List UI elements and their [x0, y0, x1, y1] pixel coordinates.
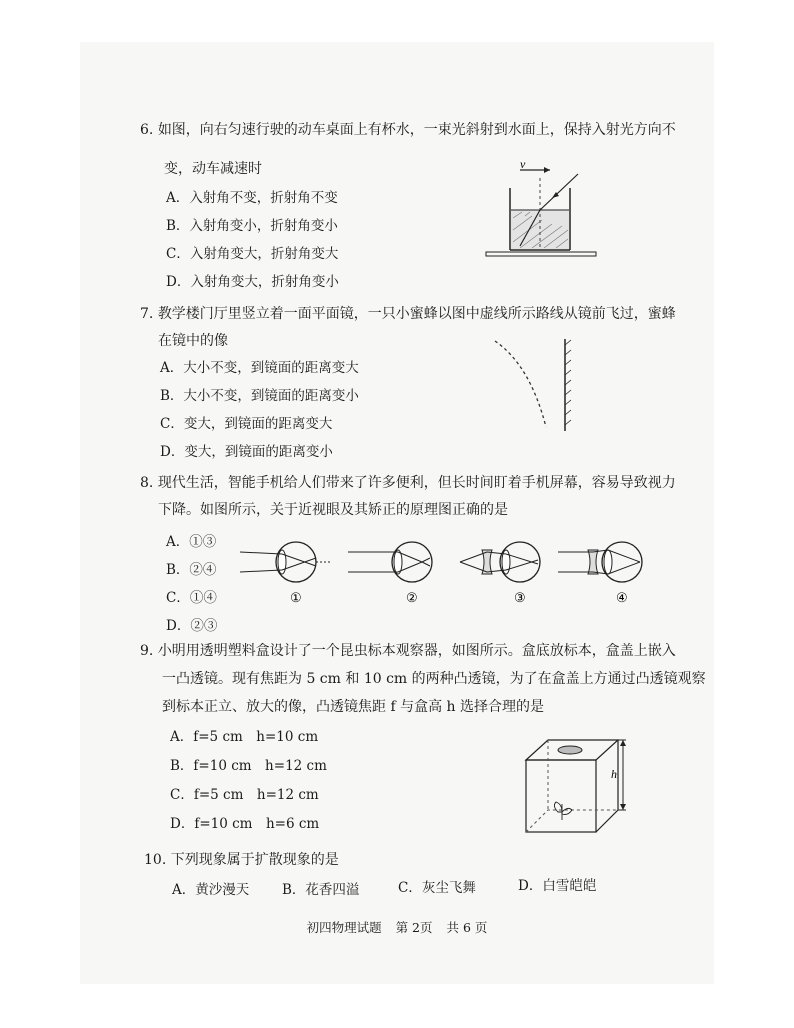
question-9 — [140, 641, 676, 661]
question-stem-line: 一凸透镜。现有焦距为 5 cm 和 10 cm 的两种凸透镜，为了在盒盖上方通过凸透镜观察 — [162, 671, 706, 687]
option-a: A．f=5 cm h=10 cm — [170, 729, 319, 745]
convex-lens — [558, 746, 582, 754]
question-stem: 下列现象属于扩散现象的是 — [170, 852, 339, 868]
option-a: A．黄沙漫天 — [172, 882, 250, 898]
figure-label: ① — [290, 591, 302, 606]
eye-diagram-4 — [558, 542, 642, 606]
question-number: 6. — [140, 122, 154, 138]
option-d: D．②③ — [166, 618, 218, 634]
eye-diagram-1 — [240, 542, 332, 606]
mirror-figure — [490, 335, 580, 435]
box-front — [526, 760, 596, 832]
option-b: B．花香四溢 — [282, 882, 360, 898]
option-b: B．②④ — [166, 562, 217, 578]
question-stem-line: 变，动车减速时 — [164, 161, 262, 177]
figure-label: ④ — [616, 591, 628, 606]
table-top — [486, 252, 596, 256]
question-10 — [144, 850, 339, 870]
question-7 — [140, 304, 676, 324]
total-pages: 共 6 页 — [446, 920, 488, 935]
question-6 — [140, 120, 676, 140]
insect-specimen — [554, 802, 572, 820]
box-side — [596, 740, 618, 832]
option-c: C．f=5 cm h=12 cm — [170, 787, 319, 803]
page-footer — [0, 918, 794, 936]
question-number: 9. — [140, 643, 154, 659]
page-number: 第 2页 — [395, 920, 433, 935]
question-stem-line: 到标本正立、放大的像，凸透镜焦距 f 与盒高 h 选择合理的是 — [162, 699, 544, 715]
question-number: 10. — [144, 852, 167, 868]
option-a: A．大小不变，到镜面的距离变大 — [160, 360, 359, 376]
figure-label: ③ — [514, 591, 526, 606]
box-hidden-edges — [526, 810, 618, 832]
velocity-label: v — [520, 157, 526, 171]
bee-path — [495, 341, 546, 427]
option-b: B．入射角变小，折射角变小 — [166, 218, 338, 234]
option-b: B．f=10 cm h=12 cm — [170, 758, 327, 774]
option-a: A．入射角不变，折射角不变 — [166, 190, 338, 206]
water-cup-figure — [480, 158, 610, 268]
height-label: h — [611, 767, 617, 781]
question-stem: 小明用透明塑料盒设计了一个昆虫标本观察器，如图所示。盒底放标本，盒盖上嵌入 — [157, 643, 676, 659]
question-number: 7. — [140, 306, 154, 322]
option-d: D．入射角变大，折射角变小 — [166, 274, 339, 290]
option-c: C．变大，到镜面的距离变大 — [160, 416, 333, 432]
option-c: C．灰尘飞舞 — [398, 880, 476, 896]
question-stem: 现代生活，智能手机给人们带来了许多便利，但长时间盯着手机屏幕，容易导致视力 — [157, 475, 676, 491]
question-stem-line: 在镜中的像 — [158, 333, 228, 349]
exam-title: 初四物理试题 — [306, 920, 382, 935]
option-d: D．白雪皑皑 — [518, 878, 597, 894]
question-stem: 如图，向右匀速行驶的动车桌面上有杯水，一束光斜射到水面上，保持入射光方向不 — [157, 122, 676, 138]
incident-ray — [540, 174, 578, 210]
option-a: A．①③ — [166, 534, 217, 550]
figure-label: ② — [406, 591, 418, 606]
option-d: D．变大，到镜面的距离变小 — [160, 444, 333, 460]
insect-box-figure — [522, 738, 632, 838]
eye-diagram-2 — [348, 542, 432, 606]
eye-diagram-3 — [460, 542, 540, 606]
question-number: 8. — [140, 475, 154, 491]
option-c: C．①④ — [166, 590, 217, 606]
question-stem: 教学楼门厅里竖立着一面平面镜，一只小蜜蜂以图中虚线所示路线从镜前飞过，蜜蜂 — [157, 306, 676, 322]
question-8 — [140, 473, 676, 493]
option-b: B．大小不变，到镜面的距离变小 — [160, 388, 359, 404]
mirror-hatching — [565, 340, 571, 425]
option-c: C．入射角变大，折射角变大 — [166, 246, 339, 262]
question-stem-line: 下降。如图所示，关于近视眼及其矫正的原理图正确的是 — [158, 502, 508, 518]
option-d: D．f=10 cm h=6 cm — [170, 816, 320, 832]
velocity-arrowhead — [544, 167, 550, 173]
eye-diagrams — [236, 538, 656, 608]
